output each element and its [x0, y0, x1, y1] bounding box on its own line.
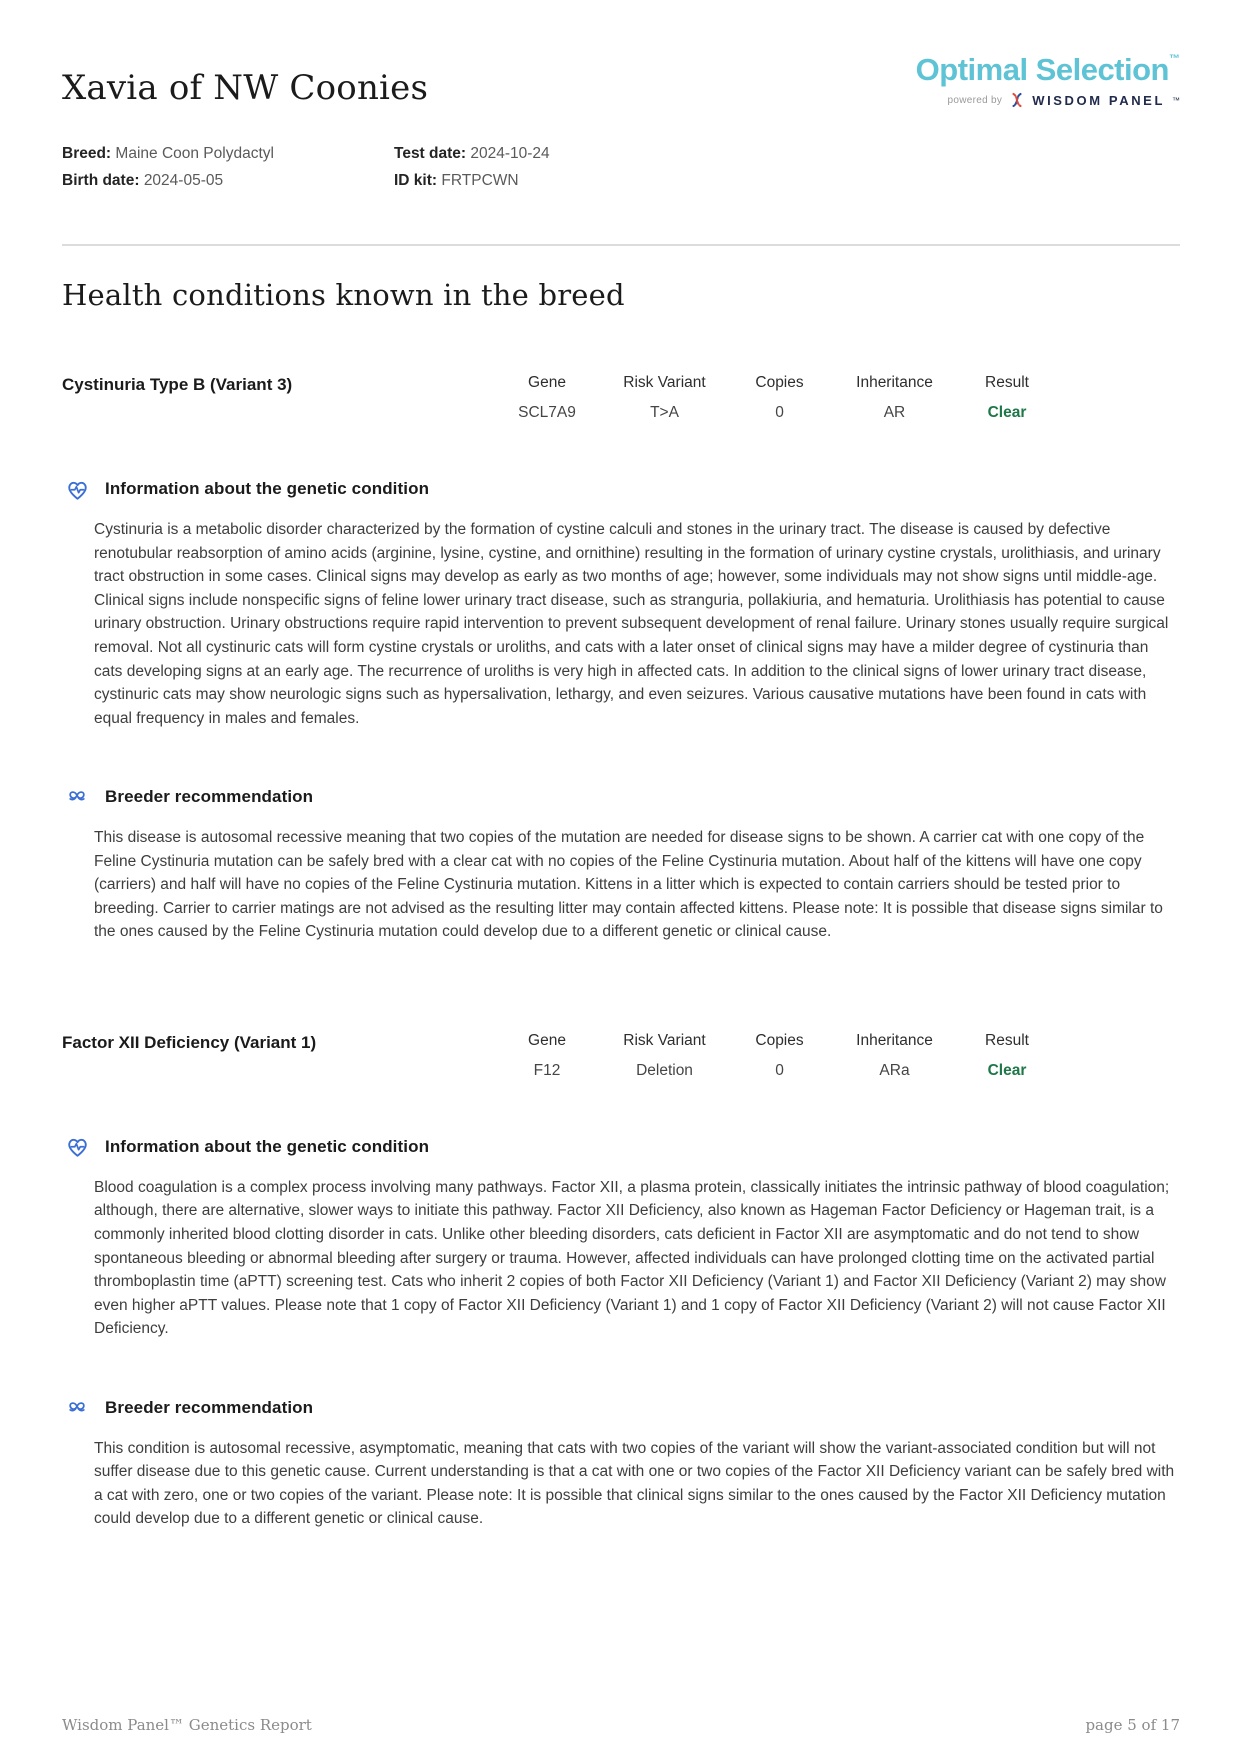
- breeder-loops-icon: [62, 782, 92, 812]
- copies-column: [732, 1032, 827, 1080]
- header-divider: [62, 244, 1180, 246]
- gene-header: Gene: [528, 1031, 566, 1049]
- page-footer: [62, 1716, 1180, 1734]
- inheritance-column: [827, 1032, 962, 1080]
- test-date-label: Test date:: [394, 145, 467, 162]
- section-title: Health conditions known in the breed: [62, 278, 625, 313]
- powered-by-label: powered by: [947, 94, 1003, 106]
- id-kit-value: FRTPCWN: [441, 172, 519, 190]
- test-date-value: 2024-10-24: [470, 145, 550, 162]
- copies-value: 0: [775, 1061, 784, 1079]
- condition-info-text: Blood coagulation is a complex process involving many pathways. Factor XII, a plasma protein, classically initiates the intrinsic pathway of blood coagulation; although, there are alternative, slower ways to initiate this pathway. Factor XII Deficiency, also known as Hageman Factor Deficiency or Hageman trait, is a commonly inherited blood clotting disorder in cats. Unlike other bleeding disorders, cats deficient in Factor XII are asymptomatic and do not tend to show spontaneous bleeding or abnormal bleeding after surgery or trauma. However, affected individuals can have prolonged clotting time on the activated partial thromboplastin time (aPTT) screening test. Cats who inherit 2 copies of both Factor XII Deficiency (Variant 1) and Factor XII Deficiency (Variant 2) may show even higher aPTT values. Please note that 1 copy of Factor XII Deficiency (Variant 1) and 1 copy of Factor XII Deficiency (Variant 2) will not cause Factor XII Deficiency.: [94, 1178, 1170, 1338]
- inheritance-header: Inheritance: [856, 1031, 933, 1049]
- result-column: [962, 1032, 1052, 1080]
- pet-name: Xavia of NW Coonies: [62, 68, 429, 108]
- risk-variant-value: Deletion: [636, 1061, 693, 1079]
- heart-pulse-icon: [62, 474, 92, 504]
- footer-report-name: Wisdom Panel™ Genetics Report: [62, 1716, 312, 1734]
- gene-column: [497, 1032, 597, 1080]
- result-header: Result: [985, 1031, 1029, 1049]
- result-value-clear: Clear: [987, 1061, 1027, 1079]
- condition-name: Factor XII Deficiency (Variant 1): [62, 1032, 317, 1052]
- risk-variant-column: [597, 374, 732, 422]
- result-header: Result: [985, 374, 1029, 392]
- condition-name: Cystinuria Type B (Variant 3): [62, 375, 293, 395]
- breeder-section-title: Breeder recommendation: [105, 1397, 314, 1417]
- breeder-recommendation-section: [62, 1393, 1180, 1531]
- genetic-condition-info-section: [62, 474, 1180, 730]
- info-section-header: [62, 1132, 1180, 1162]
- breeder-recommendation-section: [62, 782, 1180, 944]
- inheritance-header: Inheritance: [856, 374, 933, 392]
- wisdom-panel-wordmark: WISDOM PANEL: [1032, 92, 1165, 108]
- risk-variant-column: [597, 1032, 732, 1080]
- footer-page-number: page 5 of 17: [1085, 1716, 1180, 1734]
- birth-date-value: 2024-05-05: [143, 172, 224, 190]
- powered-by-row: [916, 92, 1180, 108]
- gene-value: SCL7A9: [518, 404, 576, 422]
- brand-text: Optimal Selection: [915, 52, 1169, 87]
- gene-header: Gene: [528, 374, 566, 392]
- info-section-title: Information about the genetic condition: [105, 479, 430, 499]
- breed-label: Breed:: [62, 145, 112, 162]
- condition-result-table: [497, 1032, 1052, 1080]
- brand-wordmark: [916, 54, 1180, 85]
- copies-column: [732, 374, 827, 422]
- test-date-row: [394, 140, 726, 167]
- result-value-clear: Clear: [987, 404, 1027, 422]
- breeder-section-title: Breeder recommendation: [105, 787, 314, 807]
- breed-value: Maine Coon Polydactyl: [115, 145, 274, 162]
- pet-meta: [62, 140, 1180, 194]
- id-kit-row: [394, 167, 726, 194]
- breeder-section-header: [62, 782, 1180, 812]
- condition-result-table: [497, 374, 1052, 422]
- breeder-recommendation-text: This disease is autosomal recessive meaning that two copies of the mutation are needed for disease signs to be shown. A carrier cat with one copy of the Feline Cystinuria mutation can be safely bred with a clear cat with no copies of the Feline Cystinuria mutation. About half of the kittens will have one copy (carriers) and half will have no copies of the Feline Cystinuria mutation. Kittens in a litter which is expected to contain carriers should be tested prior to breeding. Carrier to carrier matings are not advised as the resulting litter may contain affected kittens. Please note: It is possible that disease signs similar to the ones caused by the Feline Cystinuria mutation could develop due to a different genetic or clinical cause.: [94, 829, 1163, 941]
- birth-date-row: [62, 167, 394, 194]
- risk-variant-header: Risk Variant: [623, 1031, 706, 1049]
- optimal-selection-logo: [916, 54, 1180, 108]
- genetic-condition-info-section: [62, 1132, 1180, 1341]
- report-header: [62, 54, 1180, 108]
- meta-column-right: [394, 140, 726, 194]
- id-kit-label: ID kit:: [394, 172, 438, 190]
- condition-result-row: [62, 1032, 1180, 1080]
- copies-value: 0: [775, 404, 784, 422]
- inheritance-value: AR: [883, 404, 906, 422]
- result-column: [962, 374, 1052, 422]
- partner-trademark: ™: [1172, 95, 1180, 105]
- risk-variant-value: T>A: [650, 404, 679, 422]
- copies-header: Copies: [755, 1031, 804, 1049]
- copies-header: Copies: [755, 374, 804, 392]
- inheritance-column: [827, 374, 962, 422]
- condition-info-text: Cystinuria is a metabolic disorder characterized by the formation of cystine calculi and stones in the urinary tract. The disease is caused by defective renotubular reabsorption of amino acids (arginine, lysine, cystine, and ornithine) resulting in the formation of urinary cystine crystals, urolithiasis, and urinary tract obstruction in some cases. Clinical signs may develop as early as two months of age; however, some individuals may not show signs until middle-age. Clinical signs include nonspecific signs of feline lower urinary tract disease, such as stranguria, pollakiuria, and hematuria. Urolithiasis has potential to cause urinary obstruction. Urinary obstructions require rapid intervention to prevent subsequent development of renal failure. Urinary stones usually require surgical removal. Not all cystinuric cats will form cystine crystals or uroliths, and cats with a later onset of clinical signs may have a milder degree of cystinuria than cats developing signs at an early age. The recurrence of uroliths is very high in affected cats. In addition to the clinical signs of lower urinary tract disease, cystinuric cats may show neurologic signs such as hypersalivation, lethargy, and even seizures. Various causative mutations have been found in cats with equal frequency in males and females.: [94, 521, 1169, 727]
- heart-pulse-icon: [62, 1132, 92, 1162]
- condition-result-row: [62, 374, 1180, 422]
- inheritance-value: ARa: [879, 1061, 910, 1079]
- dna-helix-icon: [1009, 92, 1025, 108]
- info-section-title: Information about the genetic condition: [105, 1136, 430, 1156]
- breeder-section-header: [62, 1393, 1180, 1423]
- breed-row: [62, 140, 394, 167]
- birth-date-label: Birth date:: [62, 172, 140, 190]
- risk-variant-header: Risk Variant: [623, 374, 706, 392]
- condition-block-cystinuria: [62, 374, 1180, 944]
- info-section-header: [62, 474, 1180, 504]
- gene-column: [497, 374, 597, 422]
- condition-block-factor-xii: [62, 1032, 1180, 1531]
- gene-value: F12: [533, 1061, 561, 1079]
- breeder-recommendation-text: This condition is autosomal recessive, asymptomatic, meaning that cats with two copies of the variant will show the variant-associated condition but will not suffer disease due to this genetic cause. Current understanding is that a cat with one or two copies of the Factor XII Deficiency variant can be safely bred with a cat with zero, one or two copies of the variant. Please note: It is possible that clinical signs similar to the ones caused by the Factor XII Deficiency mutation could develop due to a different genetic or clinical cause.: [94, 1439, 1175, 1528]
- breeder-loops-icon: [62, 1393, 92, 1423]
- brand-trademark: ™: [1169, 53, 1180, 65]
- meta-column-left: [62, 140, 394, 194]
